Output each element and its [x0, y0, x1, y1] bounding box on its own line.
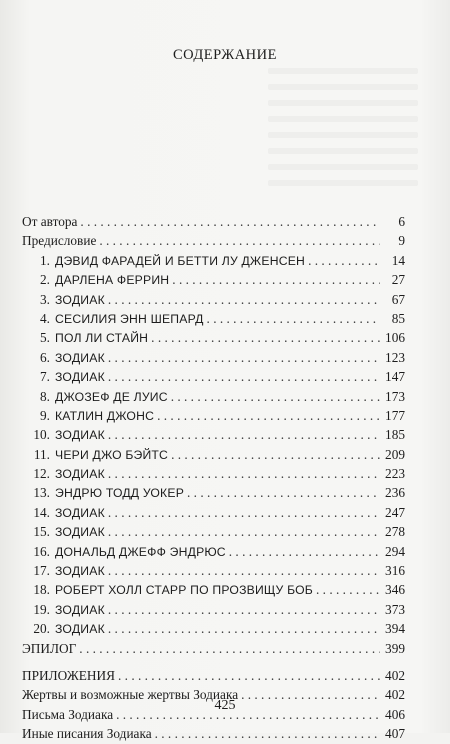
toc-entry-page: 177 — [385, 407, 405, 423]
leader-dots — [316, 580, 380, 599]
chapter-number: 20. — [33, 621, 50, 637]
toc-entry-page: 399 — [385, 640, 405, 656]
chapter-number: 3. — [40, 291, 50, 307]
toc-entry-chapter[interactable] — [22, 600, 405, 619]
toc-entry-chapter[interactable] — [22, 542, 405, 561]
toc-entry-label: ДАРЛЕНА ФЕРРИН — [55, 273, 170, 288]
toc-entry-page: 407 — [385, 726, 405, 742]
toc-entry-chapter[interactable] — [22, 522, 405, 541]
toc-entry-chapter[interactable] — [22, 387, 405, 406]
page-number: 425 — [214, 698, 236, 713]
toc-entry-author[interactable] — [22, 212, 405, 231]
toc-entry-page: 106 — [385, 330, 405, 346]
chapter-number: 5. — [40, 330, 50, 346]
toc-entry-label: ЧЕРИ ДЖО БЭЙТС — [55, 447, 169, 462]
toc-entry-page: 147 — [385, 369, 405, 385]
leader-dots — [172, 270, 380, 289]
toc-entry-chapter[interactable] — [22, 580, 405, 599]
toc-entry-label: ЭНДРЮ ТОДД УОКЕР — [55, 486, 185, 501]
leader-dots — [108, 425, 380, 444]
toc-entry-label: Предисловие — [22, 233, 97, 249]
toc-entry-label: ЗОДИАК — [55, 292, 105, 307]
chapter-number: 8. — [40, 388, 50, 404]
toc-entry-label: Письма Зодиака — [22, 706, 114, 722]
toc-entry-label: Иные писания Зодиака — [22, 726, 152, 742]
toc-entry-page: 316 — [385, 563, 405, 579]
toc-entry-label: ЗОДИАК — [55, 428, 105, 443]
toc-entry-chapter[interactable] — [22, 309, 405, 328]
leader-dots — [151, 328, 380, 347]
toc-entry-label: ЗОДИАК — [55, 370, 105, 385]
toc-entry-page: 346 — [385, 582, 405, 598]
toc-entry-chapter[interactable] — [22, 270, 405, 289]
toc-entry-chapter[interactable] — [22, 251, 405, 270]
toc-entry-label: КАТЛИН ДЖОНС — [55, 408, 155, 423]
toc-entry-page: 185 — [385, 427, 405, 443]
leader-dots — [229, 542, 380, 561]
leader-dots — [80, 212, 380, 231]
toc-entry-page: 247 — [385, 504, 405, 520]
toc-entry-label: ПОЛ ЛИ СТАЙН — [55, 331, 149, 346]
toc-entry-page: 173 — [385, 388, 405, 404]
chapter-number: 4. — [40, 310, 50, 326]
leader-dots — [207, 309, 380, 328]
chapter-list — [22, 251, 405, 639]
toc-entry-page: 278 — [385, 524, 405, 540]
toc-entry-page: 6 — [398, 214, 405, 229]
toc-entry-label: ЗОДИАК — [55, 602, 105, 617]
toc-entry-label: ЭПИЛОГ — [22, 640, 77, 656]
chapter-number: 19. — [33, 601, 50, 617]
toc-entry-label: Жертвы и возможные жертвы Зодиака — [22, 687, 239, 703]
toc-entry-label: СЕСИЛИЯ ЭНН ШЕПАРД — [55, 311, 204, 326]
leader-dots — [108, 600, 380, 619]
chapter-number: 15. — [33, 524, 50, 540]
toc-entry-label: ЗОДИАК — [55, 564, 105, 579]
toc-entry-chapter[interactable] — [22, 367, 405, 386]
toc-entry-page: 394 — [385, 621, 405, 637]
table-of-contents — [22, 212, 405, 744]
toc-entry-page: 209 — [385, 446, 405, 462]
leader-dots — [108, 561, 380, 580]
toc-entry-page: 402 — [385, 687, 405, 703]
toc-entry-label: ЗОДИАК — [55, 505, 105, 520]
toc-entry-page: 67 — [391, 291, 405, 307]
chapter-number: 16. — [33, 543, 50, 559]
toc-entry-chapter[interactable] — [22, 290, 405, 309]
chapter-number: 18. — [33, 582, 50, 598]
chapter-number: 2. — [40, 272, 50, 288]
section-gap — [22, 658, 405, 666]
leader-dots — [108, 367, 380, 386]
toc-entry-page: 402 — [385, 667, 405, 683]
chapter-number: 10. — [33, 427, 50, 443]
toc-entry-page: 27 — [391, 272, 405, 288]
toc-entry-chapter[interactable] — [22, 464, 405, 483]
leader-dots — [118, 666, 380, 685]
leader-dots — [79, 639, 380, 658]
toc-entry-chapter[interactable] — [22, 406, 405, 425]
leader-dots — [187, 483, 380, 502]
leader-dots — [171, 445, 380, 464]
leader-dots — [108, 290, 380, 309]
chapter-number: 12. — [33, 466, 50, 482]
toc-entry-label: ЗОДИАК — [55, 525, 105, 540]
toc-entry-writings[interactable] — [22, 724, 405, 743]
toc-entry-label: ДЭВИД ФАРАДЕЙ И БЕТТИ ЛУ ДЖЕНСЕН — [55, 253, 306, 268]
toc-entry-chapter[interactable] — [22, 425, 405, 444]
toc-entry-label: ПРИЛОЖЕНИЯ — [22, 667, 116, 683]
chapter-number: 13. — [33, 485, 50, 501]
leader-dots — [108, 619, 380, 638]
toc-entry-label: ЗОДИАК — [55, 350, 105, 365]
toc-entry-label: От автора — [22, 214, 78, 229]
toc-entry-page: 9 — [398, 233, 405, 249]
toc-entry-page: 223 — [385, 466, 405, 482]
toc-entry-chapter[interactable] — [22, 348, 405, 367]
toc-entry-label: РОБЕРТ ХОЛЛ СТАРР ПО ПРОЗВИЩУ БОБ — [55, 583, 314, 598]
toc-entry-page: 123 — [385, 349, 405, 365]
chapter-number: 6. — [40, 349, 50, 365]
page-title: СОДЕРЖАНИЕ — [173, 47, 277, 63]
chapter-number: 7. — [40, 369, 50, 385]
toc-entry-preface[interactable] — [22, 231, 405, 250]
toc-entry-label: ДОНАЛЬД ДЖЕФФ ЭНДРЮС — [55, 544, 226, 559]
chapter-number: 17. — [33, 563, 50, 579]
toc-entry-appendices[interactable] — [22, 666, 405, 685]
toc-entry-page: 373 — [385, 601, 405, 617]
chapter-number: 9. — [40, 407, 50, 423]
toc-entry-page: 14 — [391, 252, 405, 268]
toc-entry-label: ДЖОЗЕФ ДЕ ЛУИС — [55, 389, 168, 404]
toc-entry-label: ЗОДИАК — [55, 467, 105, 482]
toc-entry-page: 406 — [385, 706, 405, 722]
leader-dots — [157, 406, 380, 425]
leader-dots — [308, 251, 380, 270]
chapter-number: 1. — [40, 252, 50, 268]
chapter-number: 14. — [33, 504, 50, 520]
toc-entry-chapter[interactable] — [22, 503, 405, 522]
leader-dots — [171, 387, 380, 406]
leader-dots — [108, 522, 380, 541]
leader-dots — [108, 464, 380, 483]
toc-entry-chapter[interactable] — [22, 445, 405, 464]
leader-dots — [108, 503, 380, 522]
toc-entry-label: ЗОДИАК — [55, 622, 105, 637]
toc-entry-epilogue[interactable] — [22, 639, 405, 658]
toc-entry-page: 236 — [385, 485, 405, 501]
toc-entry-page: 85 — [391, 310, 405, 326]
chapter-number: 11. — [33, 446, 50, 462]
toc-entry-chapter[interactable] — [22, 483, 405, 502]
toc-entry-chapter[interactable] — [22, 561, 405, 580]
toc-entry-page: 294 — [385, 543, 405, 559]
leader-dots — [99, 231, 380, 250]
leader-dots — [108, 348, 380, 367]
toc-entry-chapter[interactable] — [22, 619, 405, 638]
toc-entry-chapter[interactable] — [22, 328, 405, 347]
leader-dots — [155, 724, 380, 743]
